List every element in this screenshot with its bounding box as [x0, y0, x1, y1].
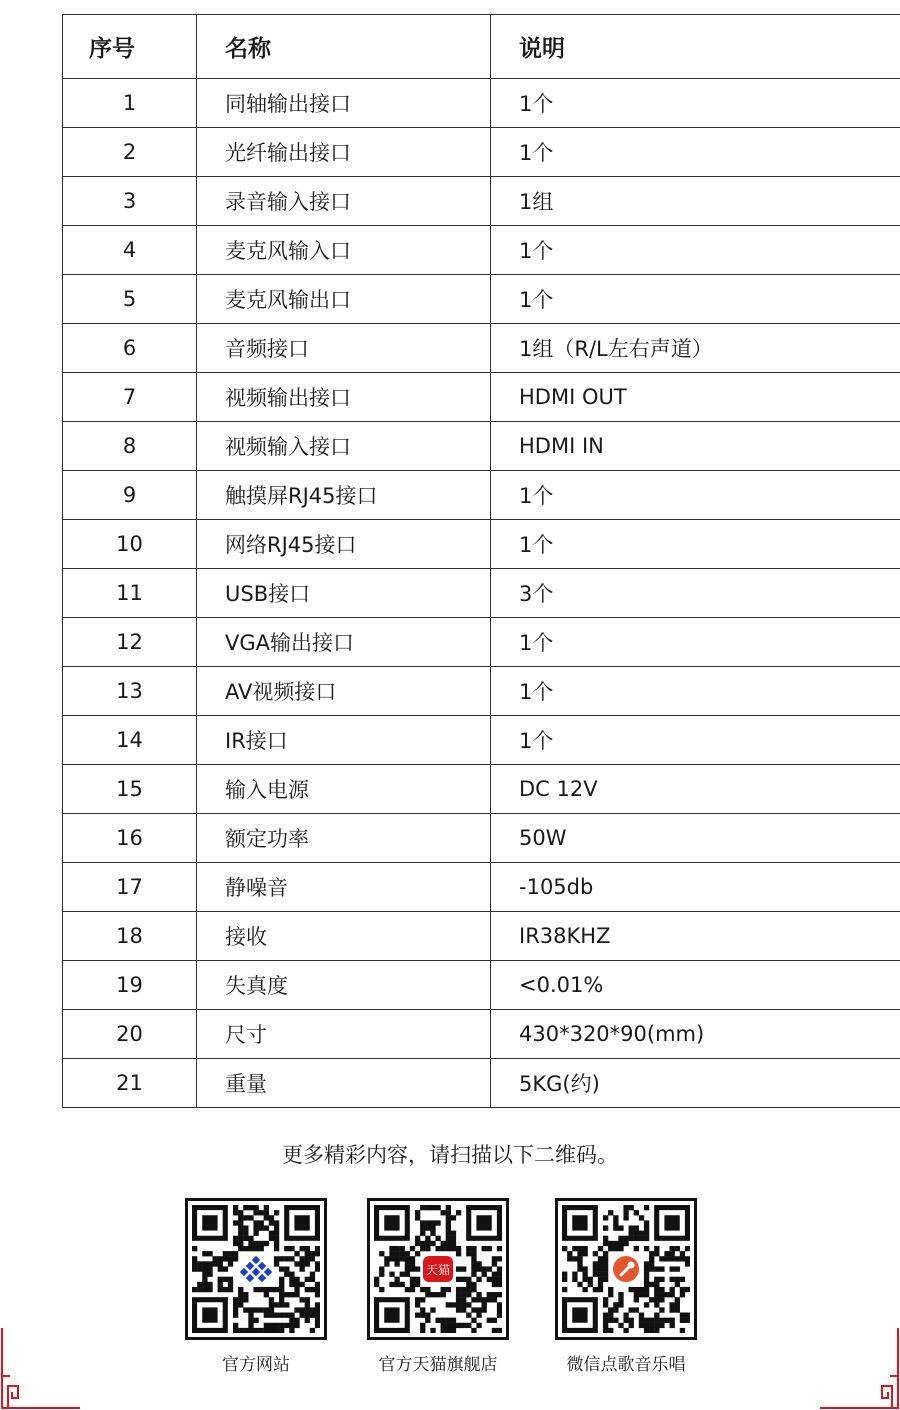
- qr-code: [185, 1198, 327, 1340]
- cell-name: 音频接口: [197, 324, 491, 373]
- table-row: [63, 471, 900, 520]
- col-header-index: 序号: [63, 15, 197, 79]
- cell-description: 50W: [491, 814, 900, 863]
- cell-name: 静噪音: [197, 863, 491, 912]
- cell-description: DC 12V: [491, 765, 900, 814]
- cell-description: 1组（R/L左右声道）: [491, 324, 900, 373]
- cell-name: VGA输出接口: [197, 618, 491, 667]
- qr-label: 官方网站: [222, 1355, 290, 1375]
- cell-index: 8: [63, 422, 197, 471]
- table-row: [63, 618, 900, 667]
- cell-description: 430*320*90(mm): [491, 1010, 900, 1059]
- cell-description: 1个: [491, 226, 900, 275]
- cell-index: 1: [63, 79, 197, 128]
- spec-table: [62, 14, 900, 1108]
- cell-name: USB接口: [197, 569, 491, 618]
- cell-name: 麦克风输出口: [197, 275, 491, 324]
- tmall-badge-text: 天猫: [425, 1263, 451, 1277]
- qr-tmall-store[interactable]: [364, 1198, 512, 1375]
- corner-ornament-left: [0, 1328, 82, 1410]
- cell-description: HDMI IN: [491, 422, 900, 471]
- col-header-description: 说明: [491, 15, 900, 79]
- table-row: [63, 520, 900, 569]
- corner-ornament-right: [818, 1328, 900, 1410]
- cell-description: 1个: [491, 471, 900, 520]
- cell-index: 10: [63, 520, 197, 569]
- cell-index: 7: [63, 373, 197, 422]
- cell-description: <0.01%: [491, 961, 900, 1010]
- cell-index: 5: [63, 275, 197, 324]
- cell-description: IR38KHZ: [491, 912, 900, 961]
- table-row: [63, 912, 900, 961]
- cell-index: 20: [63, 1010, 197, 1059]
- table-row: [63, 324, 900, 373]
- cell-description: -105db: [491, 863, 900, 912]
- cell-description: 3个: [491, 569, 900, 618]
- cell-name: 失真度: [197, 961, 491, 1010]
- table-row: [63, 373, 900, 422]
- cell-description: 1个: [491, 79, 900, 128]
- table-row: [63, 422, 900, 471]
- col-header-name: 名称: [197, 15, 491, 79]
- cell-index: 9: [63, 471, 197, 520]
- cell-index: 18: [63, 912, 197, 961]
- qr-code: [367, 1198, 509, 1340]
- table-row: [63, 961, 900, 1010]
- cell-index: 16: [63, 814, 197, 863]
- cell-index: 17: [63, 863, 197, 912]
- cell-index: 12: [63, 618, 197, 667]
- cell-name: 网络RJ45接口: [197, 520, 491, 569]
- cell-index: 11: [63, 569, 197, 618]
- microphone-app-icon: [613, 1256, 639, 1282]
- qr-label: 微信点歌音乐唱: [566, 1355, 686, 1375]
- cell-description: 1个: [491, 618, 900, 667]
- cell-name: 视频输入接口: [197, 422, 491, 471]
- qr-code: [555, 1198, 697, 1340]
- cell-index: 21: [63, 1059, 197, 1108]
- table-row: [63, 814, 900, 863]
- qr-wechat-song[interactable]: [552, 1198, 700, 1375]
- cell-index: 19: [63, 961, 197, 1010]
- table-row: [63, 863, 900, 912]
- cell-index: 4: [63, 226, 197, 275]
- table-row: [63, 765, 900, 814]
- table-header-row: [63, 15, 900, 79]
- cell-index: 3: [63, 177, 197, 226]
- cell-name: 触摸屏RJ45接口: [197, 471, 491, 520]
- cell-name: 光纤输出接口: [197, 128, 491, 177]
- qr-label: 官方天猫旗舰店: [378, 1355, 498, 1375]
- table-row: [63, 177, 900, 226]
- table-row: [63, 716, 900, 765]
- table-row: [63, 128, 900, 177]
- cell-index: 6: [63, 324, 197, 373]
- table-row: [63, 226, 900, 275]
- cell-name: 尺寸: [197, 1010, 491, 1059]
- cell-description: 5KG(约): [491, 1059, 900, 1108]
- cell-name: 麦克风输入口: [197, 226, 491, 275]
- table-row: [63, 1010, 900, 1059]
- cell-name: IR接口: [197, 716, 491, 765]
- cell-name: 接收: [197, 912, 491, 961]
- table-row: [63, 667, 900, 716]
- table-row: [63, 569, 900, 618]
- qr-official-site[interactable]: [182, 1198, 330, 1375]
- tmall-badge-icon: [423, 1256, 453, 1282]
- cell-description: 1个: [491, 667, 900, 716]
- cell-description: 1个: [491, 128, 900, 177]
- cell-name: 输入电源: [197, 765, 491, 814]
- cell-name: 录音输入接口: [197, 177, 491, 226]
- table-row: [63, 275, 900, 324]
- cell-index: 2: [63, 128, 197, 177]
- cell-index: 13: [63, 667, 197, 716]
- table-row: [63, 1059, 900, 1108]
- table-row: [63, 79, 900, 128]
- cell-name: 视频输出接口: [197, 373, 491, 422]
- cell-description: 1个: [491, 716, 900, 765]
- cell-name: 重量: [197, 1059, 491, 1108]
- cell-description: 1个: [491, 520, 900, 569]
- cell-description: 1组: [491, 177, 900, 226]
- cell-description: HDMI OUT: [491, 373, 900, 422]
- cell-name: 同轴输出接口: [197, 79, 491, 128]
- cell-description: 1个: [491, 275, 900, 324]
- cell-name: 额定功率: [197, 814, 491, 863]
- more-content-text: 更多精彩内容，请扫描以下二维码。: [282, 1143, 618, 1167]
- cell-index: 15: [63, 765, 197, 814]
- cell-index: 14: [63, 716, 197, 765]
- cell-name: AV视频接口: [197, 667, 491, 716]
